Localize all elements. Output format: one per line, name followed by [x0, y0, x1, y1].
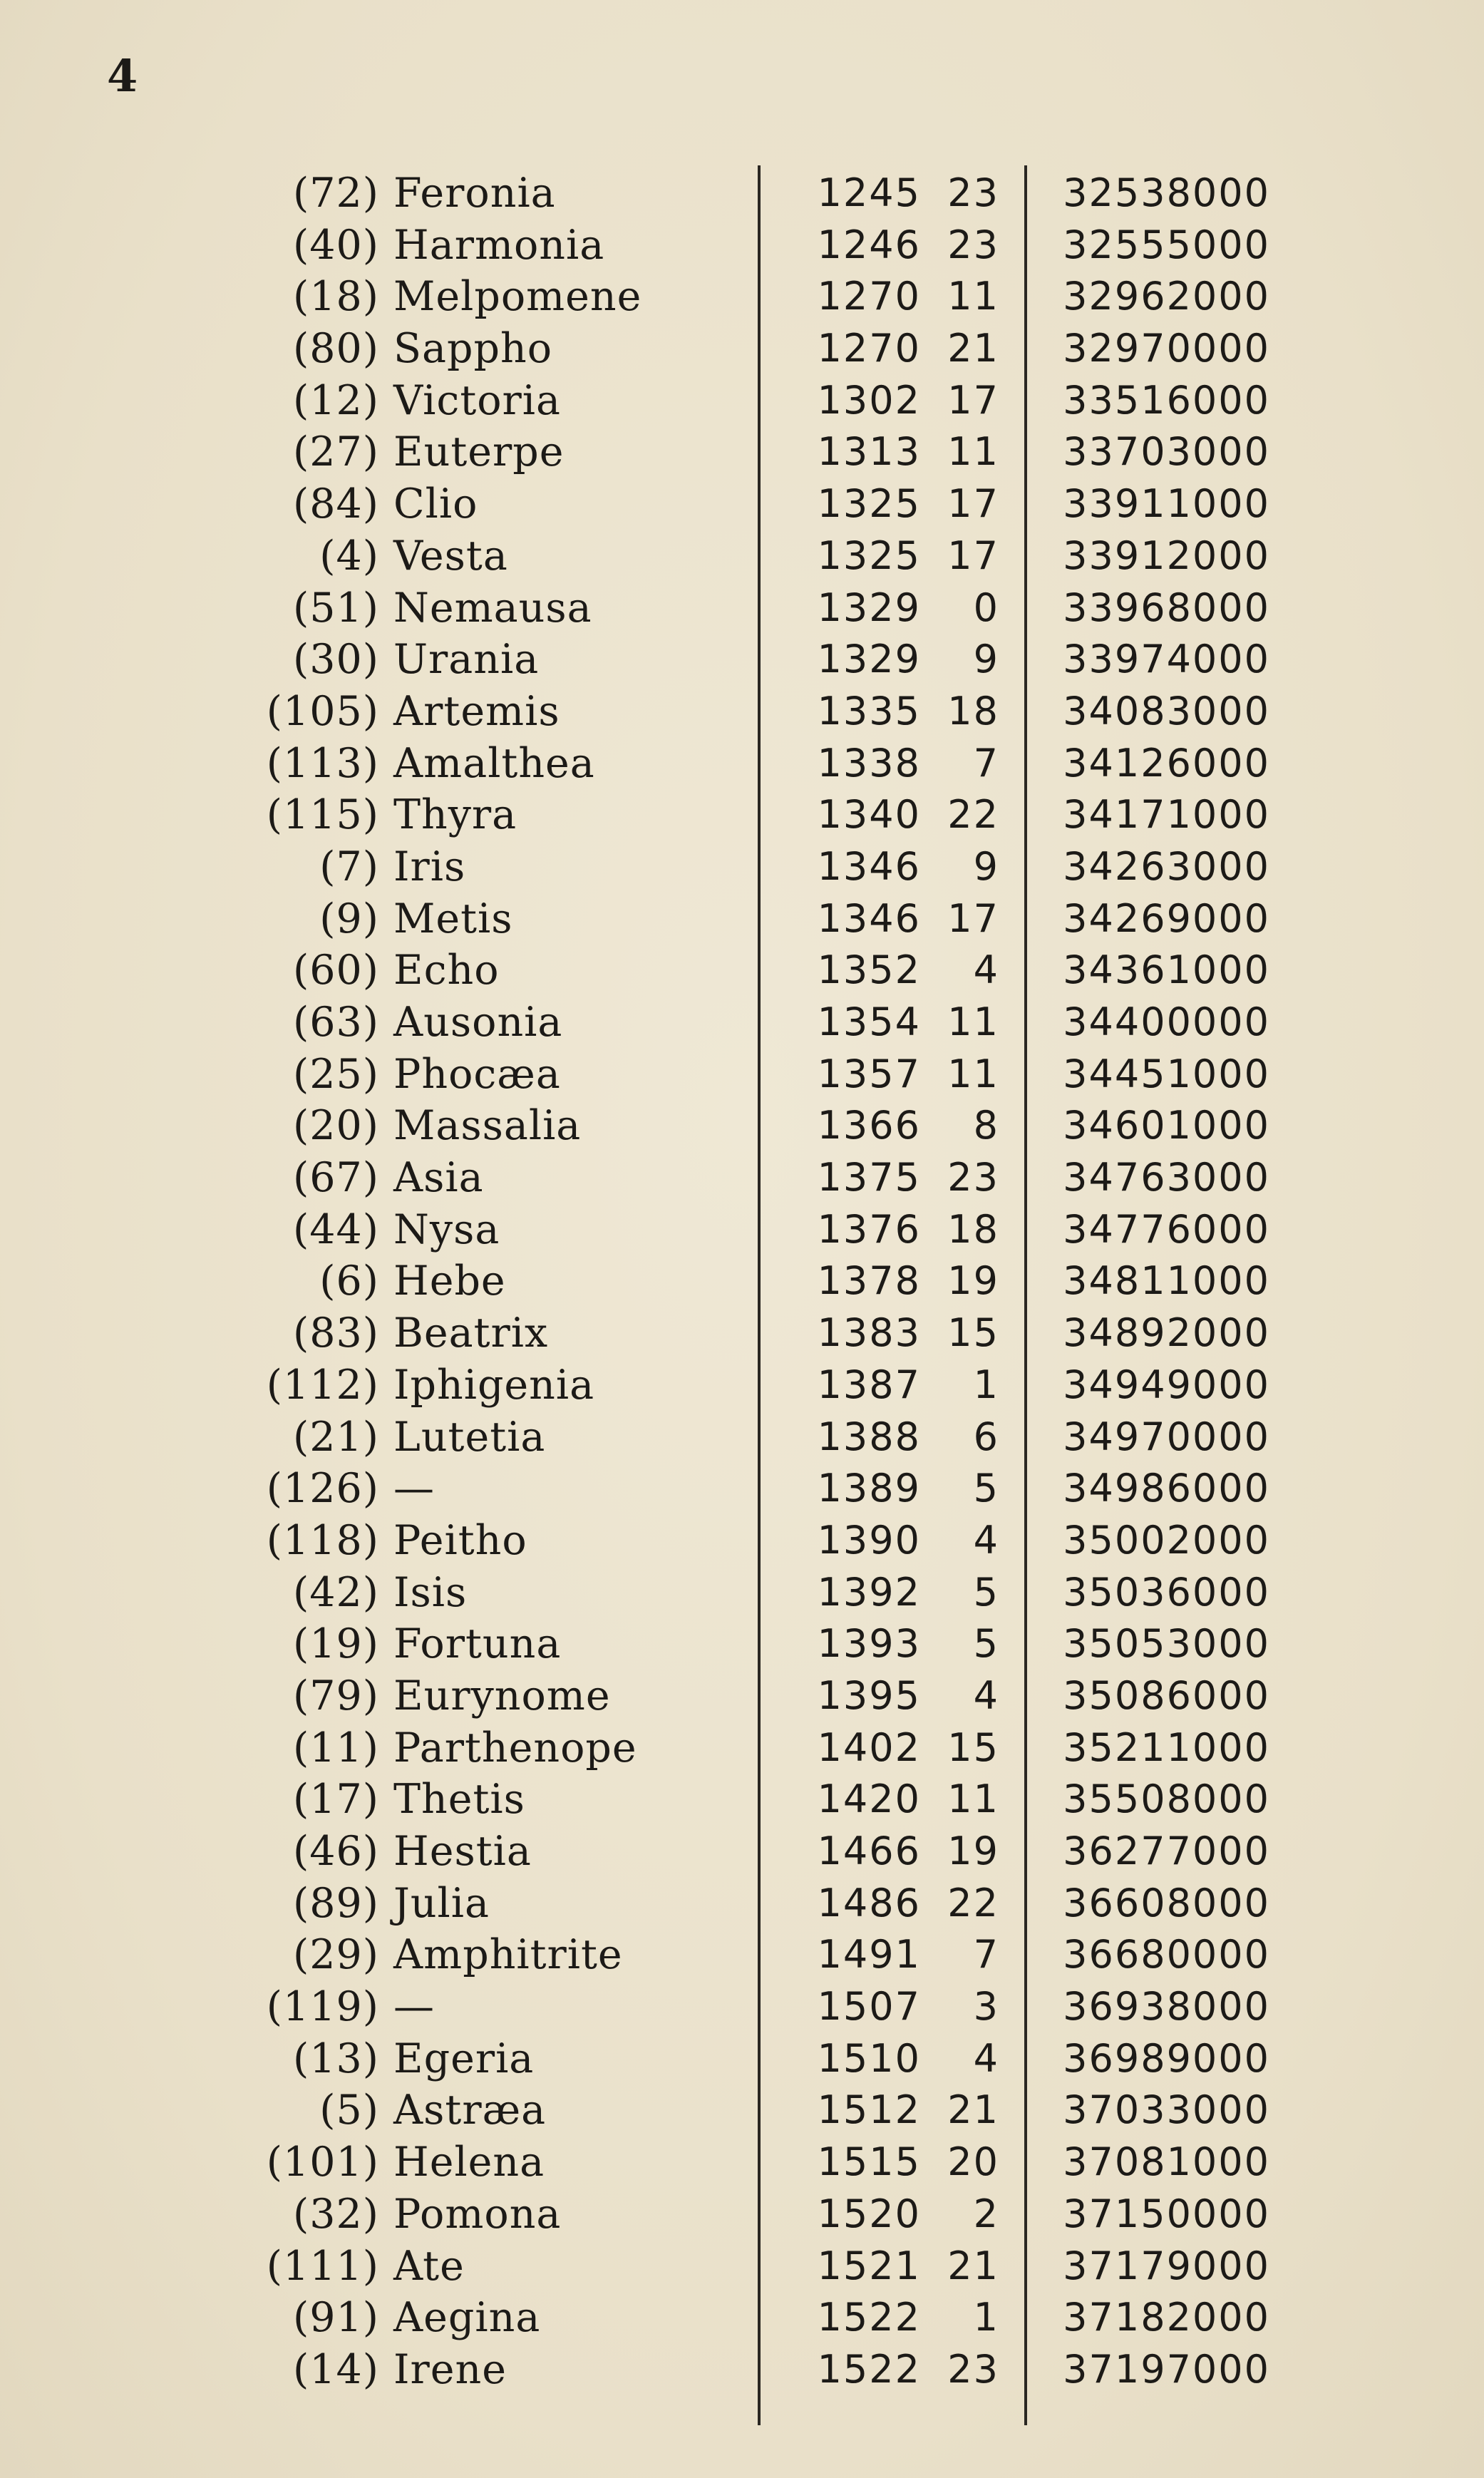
- day-cell: 6: [973, 1414, 999, 1459]
- year-cell: 1393: [817, 1621, 921, 1667]
- table-row: [0, 789, 1484, 841]
- asteroid-number: (30): [292, 636, 379, 684]
- value-cell: 32962000: [1063, 274, 1270, 319]
- year-cell: 1329: [817, 585, 921, 630]
- value-cell: 36608000: [1063, 1880, 1270, 1926]
- year-cell: 1383: [817, 1310, 921, 1356]
- asteroid-number: (60): [292, 947, 379, 994]
- asteroid-number: (126): [266, 1465, 379, 1513]
- value-cell: 33974000: [1063, 637, 1270, 682]
- value-cell: 33703000: [1063, 429, 1270, 475]
- table-row: [0, 1878, 1484, 1930]
- table-row: [0, 1255, 1484, 1307]
- asteroid-name: Fortuna: [393, 1620, 562, 1668]
- year-cell: 1392: [817, 1569, 921, 1615]
- day-cell: 21: [947, 2087, 999, 2133]
- value-cell: 34892000: [1063, 1310, 1270, 1356]
- asteroid-number: (80): [292, 325, 379, 373]
- asteroid-name: Iris: [393, 843, 466, 890]
- year-cell: 1366: [817, 1103, 921, 1148]
- asteroid-name: Vesta: [393, 532, 508, 580]
- asteroid-number: (20): [292, 1102, 379, 1150]
- table-row: [0, 1618, 1484, 1670]
- asteroid-name: Victoria: [393, 376, 561, 424]
- table-row: [0, 323, 1484, 375]
- asteroid-name: Ausonia: [393, 999, 563, 1046]
- day-cell: 15: [947, 1724, 999, 1770]
- value-cell: 35002000: [1063, 1517, 1270, 1563]
- day-cell: 3: [973, 1984, 999, 2030]
- table-row: [0, 1670, 1484, 1722]
- day-cell: 22: [947, 792, 999, 838]
- table-row: [0, 1774, 1484, 1826]
- year-cell: 1325: [817, 481, 921, 527]
- table-row: [0, 1929, 1484, 1981]
- asteroid-name: Massalia: [393, 1102, 582, 1150]
- asteroid-number: (111): [266, 2242, 379, 2290]
- day-cell: 21: [947, 326, 999, 371]
- year-cell: 1302: [817, 377, 921, 423]
- value-cell: 34400000: [1063, 999, 1270, 1044]
- asteroid-name: Sappho: [393, 325, 553, 373]
- value-cell: 36989000: [1063, 2035, 1270, 2081]
- value-cell: 36277000: [1063, 1829, 1270, 1873]
- asteroid-name: Thyra: [393, 791, 517, 839]
- value-cell: 32555000: [1063, 222, 1270, 267]
- value-cell: 36938000: [1063, 1984, 1270, 2030]
- year-cell: 1313: [817, 429, 921, 475]
- value-cell: 32970000: [1063, 326, 1270, 371]
- value-cell: 37197000: [1063, 2346, 1270, 2392]
- asteroid-name: Iphigenia: [393, 1361, 595, 1409]
- asteroid-name: Eurynome: [393, 1672, 611, 1719]
- day-cell: 23: [947, 2346, 999, 2392]
- asteroid-number: (118): [266, 1516, 379, 1564]
- day-cell: 22: [947, 1880, 999, 1926]
- day-cell: 17: [947, 533, 999, 578]
- asteroid-number: (84): [292, 480, 379, 528]
- asteroid-number: (17): [292, 1776, 379, 1824]
- day-cell: 23: [947, 170, 999, 215]
- table-row: [0, 841, 1484, 893]
- day-cell: 5: [973, 1466, 999, 1511]
- value-cell: 33911000: [1063, 481, 1270, 527]
- year-cell: 1389: [817, 1466, 921, 1511]
- asteroid-number: (6): [319, 1258, 379, 1305]
- asteroid-name: Hebe: [393, 1258, 506, 1305]
- year-cell: 1375: [817, 1155, 921, 1201]
- year-cell: 1340: [817, 792, 921, 838]
- year-cell: 1325: [817, 533, 921, 578]
- year-cell: 1491: [817, 1932, 921, 1978]
- asteroid-name: Amphitrite: [393, 1931, 623, 1979]
- day-cell: 4: [973, 1672, 999, 1718]
- asteroid-name: Lutetia: [393, 1413, 546, 1461]
- year-cell: 1270: [817, 326, 921, 371]
- value-cell: 33968000: [1063, 585, 1270, 630]
- day-cell: 9: [973, 843, 999, 889]
- day-cell: 23: [947, 222, 999, 267]
- asteroid-name: Helena: [393, 2139, 545, 2186]
- day-cell: 15: [947, 1310, 999, 1356]
- table-row: [0, 220, 1484, 272]
- year-cell: 1510: [817, 2035, 921, 2081]
- table-row: [0, 582, 1484, 634]
- value-cell: 34083000: [1063, 688, 1270, 734]
- year-cell: 1388: [817, 1414, 921, 1459]
- day-cell: 17: [947, 481, 999, 527]
- asteroid-number: (4): [319, 532, 379, 580]
- value-cell: 34763000: [1063, 1155, 1270, 1201]
- year-cell: 1357: [817, 1051, 921, 1096]
- year-cell: 1390: [817, 1517, 921, 1563]
- year-cell: 1246: [817, 222, 921, 267]
- table-row: [0, 1152, 1484, 1204]
- year-cell: 1352: [817, 947, 921, 993]
- table-row: [0, 478, 1484, 530]
- asteroid-number: (79): [292, 1672, 379, 1719]
- asteroid-number: (67): [292, 1154, 379, 1202]
- asteroid-name: Parthenope: [393, 1724, 637, 1772]
- year-cell: 1420: [817, 1777, 921, 1822]
- value-cell: 34126000: [1063, 740, 1270, 786]
- day-cell: 0: [973, 585, 999, 630]
- table-row: [0, 2241, 1484, 2293]
- asteroid-name: Harmonia: [393, 221, 605, 269]
- year-cell: 1515: [817, 2139, 921, 2185]
- asteroid-number: (105): [266, 687, 379, 735]
- table-row: [0, 530, 1484, 582]
- page-number: 4: [107, 50, 138, 102]
- year-cell: 1486: [817, 1880, 921, 1926]
- year-cell: 1512: [817, 2087, 921, 2133]
- year-cell: 1354: [817, 999, 921, 1044]
- day-cell: 7: [973, 1932, 999, 1978]
- asteroid-name: Julia: [393, 1879, 490, 1927]
- table-row: [0, 1049, 1484, 1101]
- asteroid-name: Artemis: [393, 687, 560, 735]
- table-row: [0, 893, 1484, 945]
- day-cell: 4: [973, 1517, 999, 1563]
- asteroid-name: Astræa: [393, 2087, 547, 2134]
- year-cell: 1335: [817, 688, 921, 734]
- day-cell: 8: [973, 1103, 999, 1148]
- table-row: [0, 375, 1484, 427]
- day-cell: 11: [947, 1777, 999, 1822]
- table-row: [0, 426, 1484, 478]
- day-cell: 11: [947, 1051, 999, 1096]
- asteroid-number: (5): [319, 2087, 379, 2134]
- day-cell: 17: [947, 895, 999, 941]
- day-cell: 18: [947, 1206, 999, 1252]
- asteroid-name: —: [393, 1465, 435, 1513]
- table-row: [0, 2189, 1484, 2241]
- asteroid-number: (7): [319, 843, 379, 890]
- value-cell: 35053000: [1063, 1621, 1270, 1667]
- value-cell: 35211000: [1063, 1724, 1270, 1770]
- asteroid-number: (46): [292, 1828, 379, 1875]
- year-cell: 1402: [817, 1724, 921, 1770]
- asteroid-number: (51): [292, 584, 379, 632]
- asteroid-name: Euterpe: [393, 428, 565, 476]
- asteroid-name: Nysa: [393, 1205, 500, 1253]
- asteroid-number: (21): [292, 1413, 379, 1461]
- asteroid-name: Asia: [393, 1154, 484, 1202]
- table-row: [0, 1981, 1484, 2033]
- table-row: [0, 997, 1484, 1049]
- asteroid-number: (72): [292, 170, 379, 217]
- table-row: [0, 1567, 1484, 1619]
- table-row: [0, 2137, 1484, 2189]
- asteroid-name: Hestia: [393, 1828, 532, 1875]
- value-cell: 37179000: [1063, 2243, 1270, 2288]
- table-row: [0, 168, 1484, 220]
- asteroid-number: (32): [292, 2190, 379, 2238]
- asteroid-number: (83): [292, 1310, 379, 1357]
- value-cell: 37150000: [1063, 2191, 1270, 2236]
- day-cell: 21: [947, 2243, 999, 2288]
- day-cell: 4: [973, 2035, 999, 2081]
- asteroid-number: (119): [266, 1983, 379, 2031]
- asteroid-number: (13): [292, 2035, 379, 2082]
- value-cell: 35086000: [1063, 1672, 1270, 1718]
- year-cell: 1520: [817, 2191, 921, 2236]
- asteroid-name: Feronia: [393, 170, 556, 217]
- year-cell: 1395: [817, 1672, 921, 1718]
- asteroid-number: (29): [292, 1931, 379, 1979]
- day-cell: 7: [973, 740, 999, 786]
- day-cell: 5: [973, 1569, 999, 1615]
- asteroid-number: (11): [292, 1724, 379, 1772]
- day-cell: 11: [947, 274, 999, 319]
- value-cell: 34986000: [1063, 1466, 1270, 1511]
- asteroid-name: Urania: [393, 636, 540, 684]
- value-cell: 37081000: [1063, 2139, 1270, 2185]
- value-cell: 36680000: [1063, 1932, 1270, 1978]
- year-cell: 1387: [817, 1362, 921, 1407]
- value-cell: 34171000: [1063, 792, 1270, 838]
- value-cell: 33912000: [1063, 533, 1270, 578]
- asteroid-number: (27): [292, 428, 379, 476]
- asteroid-name: Peitho: [393, 1516, 527, 1564]
- table-row: [0, 2084, 1484, 2137]
- asteroid-name: Amalthea: [393, 739, 595, 787]
- asteroid-name: Melpomene: [393, 273, 642, 321]
- year-cell: 1522: [817, 2346, 921, 2392]
- day-cell: 2: [973, 2191, 999, 2236]
- table-row: [0, 1722, 1484, 1774]
- asteroid-name: Phocæa: [393, 1050, 561, 1098]
- asteroid-name: Clio: [393, 480, 478, 528]
- value-cell: 32538000: [1063, 170, 1270, 215]
- asteroid-number: (25): [292, 1050, 379, 1098]
- asteroid-number: (12): [292, 376, 379, 424]
- year-cell: 1329: [817, 637, 921, 682]
- value-cell: 34269000: [1063, 895, 1270, 941]
- asteroid-number: (112): [266, 1361, 379, 1409]
- asteroid-number: (63): [292, 999, 379, 1046]
- table-row: [0, 1826, 1484, 1878]
- asteroid-number: (40): [292, 221, 379, 269]
- day-cell: 20: [947, 2139, 999, 2185]
- asteroid-name: Thetis: [393, 1776, 525, 1824]
- asteroid-number: (42): [292, 1568, 379, 1616]
- year-cell: 1270: [817, 274, 921, 319]
- day-cell: 1: [973, 1362, 999, 1407]
- asteroid-name: Beatrix: [393, 1310, 549, 1357]
- table-row: [0, 1204, 1484, 1256]
- year-cell: 1507: [817, 1984, 921, 2030]
- table-row: [0, 738, 1484, 790]
- table-row: [0, 686, 1484, 738]
- asteroid-name: Ate: [393, 2242, 465, 2290]
- asteroid-table: [0, 168, 1484, 2396]
- asteroid-number: (115): [266, 791, 379, 839]
- table-row: [0, 2292, 1484, 2344]
- asteroid-name: Metis: [393, 895, 513, 942]
- asteroid-number: (9): [319, 895, 379, 942]
- year-cell: 1521: [817, 2243, 921, 2288]
- table-row: [0, 945, 1484, 997]
- asteroid-number: (18): [292, 273, 379, 321]
- year-cell: 1346: [817, 843, 921, 889]
- asteroid-name: Isis: [393, 1568, 468, 1616]
- value-cell: 34451000: [1063, 1051, 1270, 1096]
- table-row: [0, 2344, 1484, 2396]
- asteroid-name: Nemausa: [393, 584, 592, 632]
- day-cell: 19: [947, 1829, 999, 1873]
- year-cell: 1466: [817, 1829, 921, 1873]
- table-row: [0, 1463, 1484, 1515]
- day-cell: 19: [947, 1258, 999, 1304]
- asteroid-name: Pomona: [393, 2190, 562, 2238]
- year-cell: 1338: [817, 740, 921, 786]
- value-cell: 37033000: [1063, 2087, 1270, 2133]
- asteroid-number: (101): [266, 2139, 379, 2186]
- day-cell: 11: [947, 429, 999, 475]
- day-cell: 17: [947, 377, 999, 423]
- value-cell: 34361000: [1063, 947, 1270, 993]
- value-cell: 34811000: [1063, 1258, 1270, 1304]
- value-cell: 34949000: [1063, 1362, 1270, 1407]
- asteroid-name: Echo: [393, 947, 500, 994]
- table-row: [0, 634, 1484, 686]
- day-cell: 5: [973, 1621, 999, 1667]
- year-cell: 1346: [817, 895, 921, 941]
- value-cell: 34263000: [1063, 843, 1270, 889]
- year-cell: 1522: [817, 2295, 921, 2340]
- asteroid-number: (89): [292, 1879, 379, 1927]
- asteroid-number: (19): [292, 1620, 379, 1668]
- asteroid-number: (113): [266, 739, 379, 787]
- year-cell: 1376: [817, 1206, 921, 1252]
- asteroid-number: (91): [292, 2294, 379, 2342]
- table-row: [0, 1100, 1484, 1152]
- year-cell: 1378: [817, 1258, 921, 1304]
- value-cell: 33516000: [1063, 377, 1270, 423]
- year-cell: 1245: [817, 170, 921, 215]
- table-row: [0, 1359, 1484, 1412]
- asteroid-name: —: [393, 1983, 435, 2031]
- value-cell: 35508000: [1063, 1777, 1270, 1822]
- table-row: [0, 1412, 1484, 1464]
- day-cell: 11: [947, 999, 999, 1044]
- asteroid-name: Irene: [393, 2345, 507, 2393]
- table-row: [0, 2033, 1484, 2085]
- asteroid-name: Egeria: [393, 2035, 535, 2082]
- asteroid-number: (44): [292, 1205, 379, 1253]
- day-cell: 4: [973, 947, 999, 993]
- value-cell: 37182000: [1063, 2295, 1270, 2340]
- day-cell: 1: [973, 2295, 999, 2340]
- day-cell: 18: [947, 688, 999, 734]
- table-row: [0, 271, 1484, 323]
- asteroid-number: (14): [292, 2345, 379, 2393]
- day-cell: 23: [947, 1155, 999, 1201]
- day-cell: 9: [973, 637, 999, 682]
- value-cell: 34970000: [1063, 1414, 1270, 1459]
- table-row: [0, 1307, 1484, 1359]
- value-cell: 34601000: [1063, 1103, 1270, 1148]
- value-cell: 34776000: [1063, 1206, 1270, 1252]
- value-cell: 35036000: [1063, 1569, 1270, 1615]
- asteroid-name: Aegina: [393, 2294, 541, 2342]
- table-row: [0, 1515, 1484, 1567]
